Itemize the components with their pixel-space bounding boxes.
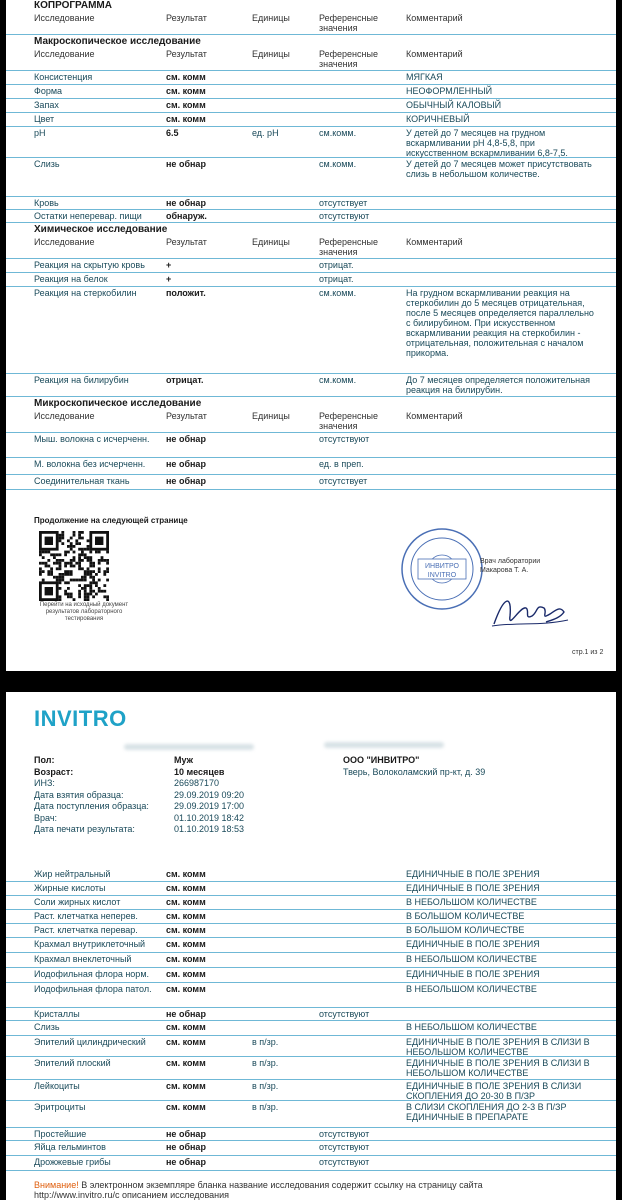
- cell-c1: Крахмал внутриклеточный: [34, 939, 146, 949]
- header-c1: Исследование: [34, 49, 95, 59]
- cell-c1: Соединительная ткань: [34, 476, 130, 486]
- cell-c2: не обнар: [166, 1142, 206, 1152]
- header-c1: Исследование: [34, 13, 95, 23]
- table-row: [6, 1008, 616, 1021]
- patient-field-label: Дата поступления образца:: [34, 801, 149, 811]
- cell-c4: отсутствуют: [319, 434, 370, 444]
- cell-c2: положит.: [166, 288, 206, 298]
- table-row: [6, 374, 616, 397]
- cell-c2: см. комм: [166, 86, 206, 96]
- section-title-macro: Макроскопическое исследование: [34, 36, 201, 47]
- cell-c5: ЕДИНИЧНЫЕ В ПОЛЕ ЗРЕНИЯ: [406, 939, 540, 949]
- cell-c4: отсутствуют: [319, 1157, 370, 1167]
- header-c3: Единицы: [252, 237, 290, 247]
- patient-field-value: Муж: [174, 755, 193, 765]
- table-row: [6, 1101, 616, 1128]
- table-row: [6, 259, 616, 273]
- cell-c3: ед. pH: [252, 128, 279, 138]
- report-page-2: [6, 692, 616, 1200]
- cell-c1: Кровь: [34, 198, 59, 208]
- warning-text: В электронном экземпляре бланка название исследования содержит ссылку на страницу сайта: [81, 1180, 483, 1190]
- table-row: [6, 953, 616, 968]
- cell-c4: ед. в преп.: [319, 459, 364, 469]
- cell-c2: отрицат.: [166, 375, 204, 385]
- cell-c5: В СЛИЗИ СКОПЛЕНИЯ ДО 2-3 В П/ЗР ЕДИНИЧНЫЕ В ПРЕПАРАТЕ: [406, 1102, 567, 1122]
- cell-c1: pH: [34, 128, 46, 138]
- cell-c1: Кристаллы: [34, 1009, 80, 1019]
- cell-c1: Иодофильная флора патол.: [34, 984, 152, 994]
- lab-address: Тверь, Волоколамский пр-кт, д. 39: [343, 766, 486, 777]
- cell-c3: в п/зр.: [252, 1102, 279, 1112]
- cell-c2: не обнар: [166, 1009, 206, 1019]
- report-page-1: [6, 0, 616, 671]
- header-c3: Единицы: [252, 13, 290, 23]
- cell-c2: 6.5: [166, 128, 179, 138]
- cell-c2: см. комм: [166, 954, 206, 964]
- cell-c1: Мыш. волокна с исчерченн.: [34, 434, 150, 444]
- cell-c2: не обнар: [166, 198, 206, 208]
- cell-c4: отсутствует: [319, 198, 368, 208]
- table-row: [6, 1128, 616, 1141]
- cell-c1: Реакция на стеркобилин: [34, 288, 137, 298]
- cell-c2: см. комм: [166, 1022, 206, 1032]
- cell-c2: см. комм: [166, 984, 206, 994]
- table-row: [6, 85, 616, 99]
- cell-c3: в п/зр.: [252, 1037, 279, 1047]
- cell-c1: Эритроциты: [34, 1102, 86, 1112]
- cell-c2: см. комм: [166, 883, 206, 893]
- table-header: [6, 236, 616, 259]
- cell-c5: МЯГКАЯ: [406, 72, 443, 82]
- header-c4: Референсные значения: [319, 411, 378, 431]
- cell-c1: Цвет: [34, 114, 55, 124]
- patient-field-value: 266987170: [174, 778, 220, 788]
- cell-c5: ЕДИНИЧНЫЕ В ПОЛЕ ЗРЕНИЯ В СЛИЗИ СКОПЛЕНИЯ ДО 20-30 В П/ЗР: [406, 1081, 582, 1101]
- header-c2: Результат: [166, 237, 207, 247]
- cell-c3: в п/зр.: [252, 1058, 279, 1068]
- patient-field-label: Врач:: [34, 812, 58, 823]
- cell-c1: Запах: [34, 100, 59, 110]
- cell-c1: М. волокна без исчерченн.: [34, 459, 146, 469]
- cell-c2: не обнар: [166, 159, 206, 169]
- cell-c5: В НЕБОЛЬШОМ КОЛИЧЕСТВЕ: [406, 984, 537, 994]
- cell-c2: см. комм: [166, 100, 206, 110]
- table-row: [6, 458, 616, 475]
- patient-field-label: Дата печати результата:: [34, 824, 135, 834]
- table-row: [6, 433, 616, 458]
- patient-field-value: 10 месяцев: [174, 766, 225, 777]
- cell-c5: До 7 месяцев определяется положительная реакция на билирубин.: [406, 375, 590, 395]
- table-row: [6, 210, 616, 223]
- table-row: [6, 1141, 616, 1156]
- patient-field-label: Дата взятия образца:: [34, 789, 124, 800]
- table-row: [6, 924, 616, 938]
- table-header: [6, 12, 616, 35]
- header-c5: Комментарий: [406, 13, 463, 23]
- cell-c2: см. комм: [166, 72, 206, 82]
- table-row: [6, 99, 616, 113]
- doctor-name: Макарова Т. А.: [480, 567, 529, 574]
- table-row: [6, 1080, 616, 1101]
- table-header: [6, 48, 616, 71]
- table-header: [6, 410, 616, 433]
- patient-field: [34, 824, 245, 836]
- table-row: [6, 968, 616, 983]
- header-c3: Единицы: [252, 411, 290, 421]
- cell-c1: Жир нейтральный: [34, 869, 111, 879]
- cell-c2: см. комм: [166, 939, 206, 949]
- table-row: [6, 1057, 616, 1080]
- cell-c2: см. комм: [166, 969, 206, 979]
- cell-c1: Соли жирных кислот: [34, 897, 121, 907]
- patient-field-value: 29.09.2019 17:00: [174, 801, 245, 811]
- table-row: [6, 882, 616, 896]
- patient-field-value: 01.10.2019 18:42: [174, 812, 245, 823]
- cell-c1: Эпителий плоский: [34, 1058, 111, 1068]
- table-row: [6, 938, 616, 953]
- table-row: [6, 273, 616, 287]
- cell-c5: У детей до 7 месяцев на грудном вскармливании pH 4,8-5,8, при искусственном вскармливании 6,8-7,5.: [406, 128, 568, 158]
- section-title-chem: Химическое исследование: [34, 224, 168, 235]
- cell-c1: Жирные кислоты: [34, 883, 106, 893]
- cell-c4: см.комм.: [319, 288, 357, 298]
- table-row: [6, 1036, 616, 1057]
- redacted-text: [324, 742, 444, 748]
- table-row: [6, 910, 616, 924]
- cell-c2: см. комм: [166, 1058, 206, 1068]
- header-c4: Референсные значения: [319, 49, 378, 69]
- table-row: [6, 475, 616, 490]
- patient-field: [34, 812, 245, 825]
- cell-c5: На грудном вскармливании реакция на стеркобилин до 5 месяцев отрицательная, после 5 месяцев определяется параллельно с билирубином. При искусственном вскармливании реакция на стеркобилин - отрицательная, положительная с началом прикорма.: [406, 288, 594, 358]
- cell-c1: Крахмал внеклеточный: [34, 954, 132, 964]
- header-c5: Комментарий: [406, 49, 463, 59]
- cell-c1: Консистенция: [34, 72, 93, 82]
- header-c2: Результат: [166, 49, 207, 59]
- cell-c4: отсутствуют: [319, 1129, 370, 1139]
- micro-results-table: [6, 868, 616, 1171]
- patient-field-label: ИНЗ:: [34, 778, 55, 788]
- cell-c1: Яйца гельминтов: [34, 1142, 106, 1152]
- cell-c4: отсутствует: [319, 476, 368, 486]
- cell-c4: отрицат.: [319, 274, 354, 284]
- invitro-logo: INVITRO: [34, 706, 127, 731]
- patient-field-label: Пол:: [34, 755, 55, 765]
- cell-c2: не обнар: [166, 459, 206, 469]
- section-title-micro: Микроскопическое исследование: [34, 398, 202, 409]
- header-c2: Результат: [166, 13, 207, 23]
- patient-field: [34, 766, 225, 779]
- cell-c1: Реакция на билирубин: [34, 375, 129, 385]
- cell-c2: см. комм: [166, 1081, 206, 1091]
- cell-c1: Лейкоциты: [34, 1081, 80, 1091]
- cell-c4: отсутствуют: [319, 1142, 370, 1152]
- warning-link[interactable]: http://www.invitro.ru/с описанием исследования: [34, 1190, 230, 1200]
- table-row: [6, 287, 616, 374]
- cell-c1: Эпителий цилиндрический: [34, 1037, 146, 1047]
- page-number: стр.1 из 2: [572, 649, 604, 656]
- doctor-role: Врач лаборатории: [480, 558, 541, 565]
- cell-c1: Слизь: [34, 1022, 60, 1032]
- table-row: [6, 1156, 616, 1171]
- svg-text:INVITRO: INVITRO: [427, 572, 457, 579]
- lab-name: ООО "ИНВИТРО": [343, 755, 420, 765]
- table-row: [6, 197, 616, 210]
- cell-c2: см. комм: [166, 869, 206, 879]
- header-c1: Исследование: [34, 237, 95, 247]
- header-c4: Референсные значения: [319, 237, 378, 257]
- warning-label: Внимание!: [34, 1180, 79, 1190]
- cell-c2: не обнар: [166, 1129, 206, 1139]
- cell-c5: У детей до 7 месяцев может присутствовать слизь в небольшом количестве.: [406, 159, 592, 179]
- cell-c5: В БОЛЬШОМ КОЛИЧЕСТВЕ: [406, 925, 525, 935]
- table-row: [6, 868, 616, 882]
- cell-c2: см. комм: [166, 897, 206, 907]
- header-c5: Комментарий: [406, 237, 463, 247]
- cell-c2: см. комм: [166, 1037, 206, 1047]
- patient-field: [34, 801, 245, 813]
- qr-code[interactable]: [34, 531, 114, 601]
- cell-c5: ЕДИНИЧНЫЕ В ПОЛЕ ЗРЕНИЯ: [406, 869, 540, 879]
- header-c4: Референсные значения: [319, 13, 378, 33]
- cell-c1: Раст. клетчатка перевар.: [34, 925, 138, 935]
- cell-c1: Слизь: [34, 159, 60, 169]
- cell-c2: +: [166, 260, 172, 270]
- cell-c4: отсутствуют: [319, 1009, 370, 1019]
- table-row: [6, 158, 616, 197]
- cell-c2: не обнар: [166, 476, 206, 486]
- cell-c2: см. комм: [166, 114, 206, 124]
- signature: [490, 586, 570, 636]
- table-row: [6, 71, 616, 85]
- redacted-text: [124, 744, 254, 750]
- cell-c5: ЕДИНИЧНЫЕ В ПОЛЕ ЗРЕНИЯ: [406, 883, 540, 893]
- table-row: [6, 1021, 616, 1036]
- qr-caption: Перейти на исходный документ результатов лабораторного тестирования: [39, 602, 129, 622]
- table-row: [6, 113, 616, 127]
- cell-c4: отрицат.: [319, 260, 354, 270]
- cell-c2: обнаруж.: [166, 211, 207, 221]
- cell-c1: Реакция на скрытую кровь: [34, 260, 145, 270]
- lab-info: [343, 755, 485, 778]
- cell-c2: +: [166, 274, 172, 284]
- cell-c4: см.комм.: [319, 128, 357, 138]
- cell-c5: ЕДИНИЧНЫЕ В ПОЛЕ ЗРЕНИЯ В СЛИЗИ В НЕБОЛЬШОМ КОЛИЧЕСТВЕ: [406, 1037, 590, 1057]
- header-c3: Единицы: [252, 49, 290, 59]
- cell-c5: ЕДИНИЧНЫЕ В ПОЛЕ ЗРЕНИЯ В СЛИЗИ В НЕБОЛЬШОМ КОЛИЧЕСТВЕ: [406, 1058, 590, 1078]
- patient-field-label: Возраст:: [34, 766, 74, 777]
- cell-c3: в п/зр.: [252, 1081, 279, 1091]
- patient-field-value: 29.09.2019 09:20: [174, 789, 245, 800]
- lab-stamp: [400, 527, 484, 611]
- cell-c1: Иодофильная флора норм.: [34, 969, 150, 979]
- cell-c5: КОРИЧНЕВЫЙ: [406, 114, 470, 124]
- cell-c5: НЕОФОРМЛЕННЫЙ: [406, 86, 493, 96]
- cell-c5: ЕДИНИЧНЫЕ В ПОЛЕ ЗРЕНИЯ: [406, 969, 540, 979]
- patient-field: [34, 778, 220, 790]
- table-row: [6, 983, 616, 1008]
- section-title-coprogram: КОПРОГРАММА: [34, 0, 112, 11]
- continued-note: Продолжение на следующей странице: [34, 516, 188, 525]
- cell-c1: Остатки неперевар. пищи: [34, 211, 142, 221]
- cell-c5: В НЕБОЛЬШОМ КОЛИЧЕСТВЕ: [406, 897, 537, 907]
- cell-c1: Форма: [34, 86, 63, 96]
- header-c5: Комментарий: [406, 411, 463, 421]
- cell-c2: см. комм: [166, 911, 206, 921]
- table-row: [6, 127, 616, 158]
- cell-c4: отсутствуют: [319, 211, 370, 221]
- cell-c1: Дрожжевые грибы: [34, 1157, 111, 1167]
- warning-note: [34, 1180, 483, 1200]
- cell-c5: ОБЫЧНЫЙ КАЛОВЫЙ: [406, 100, 502, 110]
- cell-c4: см.комм.: [319, 159, 357, 169]
- patient-field-value: 01.10.2019 18:53: [174, 824, 245, 834]
- cell-c2: не обнар: [166, 1157, 206, 1167]
- header-c2: Результат: [166, 411, 207, 421]
- cell-c1: Раст. клетчатка неперев.: [34, 911, 138, 921]
- cell-c1: Реакция на белок: [34, 274, 108, 284]
- table-row: [6, 896, 616, 910]
- cell-c4: см.комм.: [319, 375, 357, 385]
- header-c1: Исследование: [34, 411, 95, 421]
- patient-field: [34, 755, 193, 767]
- cell-c5: В НЕБОЛЬШОМ КОЛИЧЕСТВЕ: [406, 954, 537, 964]
- cell-c2: не обнар: [166, 434, 206, 444]
- patient-field: [34, 789, 245, 802]
- cell-c1: Простейшие: [34, 1129, 87, 1139]
- doctor-block: [480, 557, 540, 575]
- patient-info: [34, 755, 245, 836]
- cell-c5: В НЕБОЛЬШОМ КОЛИЧЕСТВЕ: [406, 1022, 537, 1032]
- cell-c5: В БОЛЬШОМ КОЛИЧЕСТВЕ: [406, 911, 525, 921]
- cell-c2: см. комм: [166, 1102, 206, 1112]
- cell-c2: см. комм: [166, 925, 206, 935]
- svg-text:ИНВИТРО: ИНВИТРО: [424, 563, 460, 570]
